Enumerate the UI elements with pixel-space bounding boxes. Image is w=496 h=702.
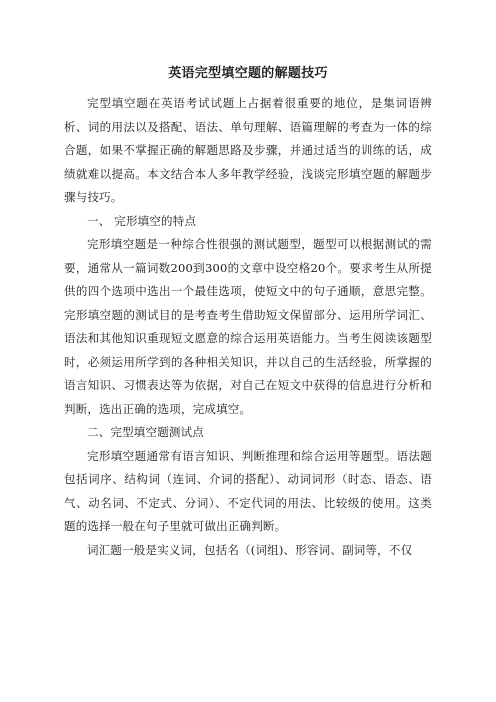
paragraph-section-2: 完形填空题通常有语言知识、判断推理和综合运用等题型。语法题包括词序、结构词（连词、介词的搭配）、动词词形（时态、语态、语气、动名词、不定式、分词）、不定代词的用法、比较级的使用。这类题的选择一般在句子里就可做出正确判断。 (64, 448, 432, 533)
document-body (64, 92, 432, 562)
section-heading-2: 二、完型填空题测试点 (87, 425, 204, 439)
paragraph-section-1: 完形填空题是一种综合性很强的测试题型，题型可以根据测试的需要，通常从一篇词数200到300的文章中设空格20个。要求考生从所提供的四个选项中选出一个最佳选项，使短文中的句子通顺，意思完整。完形填空题的测试目的是考查考生借助短文保留部分、运用所学词汇、语法和其他知识重现短文愿意的综合运用英语能力。当考生阅读该题型时，必须运用所学到的各种相关知识，并以自己的生活经验，所掌握的语言知识、习惯表达等为依据，对自己在短文中获得的信息进行分析和判断，选出正确的选项，完成填空。 (64, 237, 432, 416)
paragraph-vocabulary: 词汇题一般是实义词，包括名（(词组)、形容词、副词等，不仅 (87, 542, 413, 557)
paragraph-intro: 完型填空题在英语考试试题上占据着很重要的地位，是集词语辨析、词的用法以及搭配、语法、单句理解、语篇理解的考查为一体的综合题，如果不掌握正确的解题思路及步骤，并通过适当的训练的话，成绩就难以提高。本文结合本人多年教学经验，浅谈完形填空题的解题步骤与技巧。 (64, 96, 432, 204)
document-title: 英语完型填空题的解题技巧 (168, 66, 328, 81)
section-heading-1: 一、 完形填空的特点 (87, 213, 197, 228)
